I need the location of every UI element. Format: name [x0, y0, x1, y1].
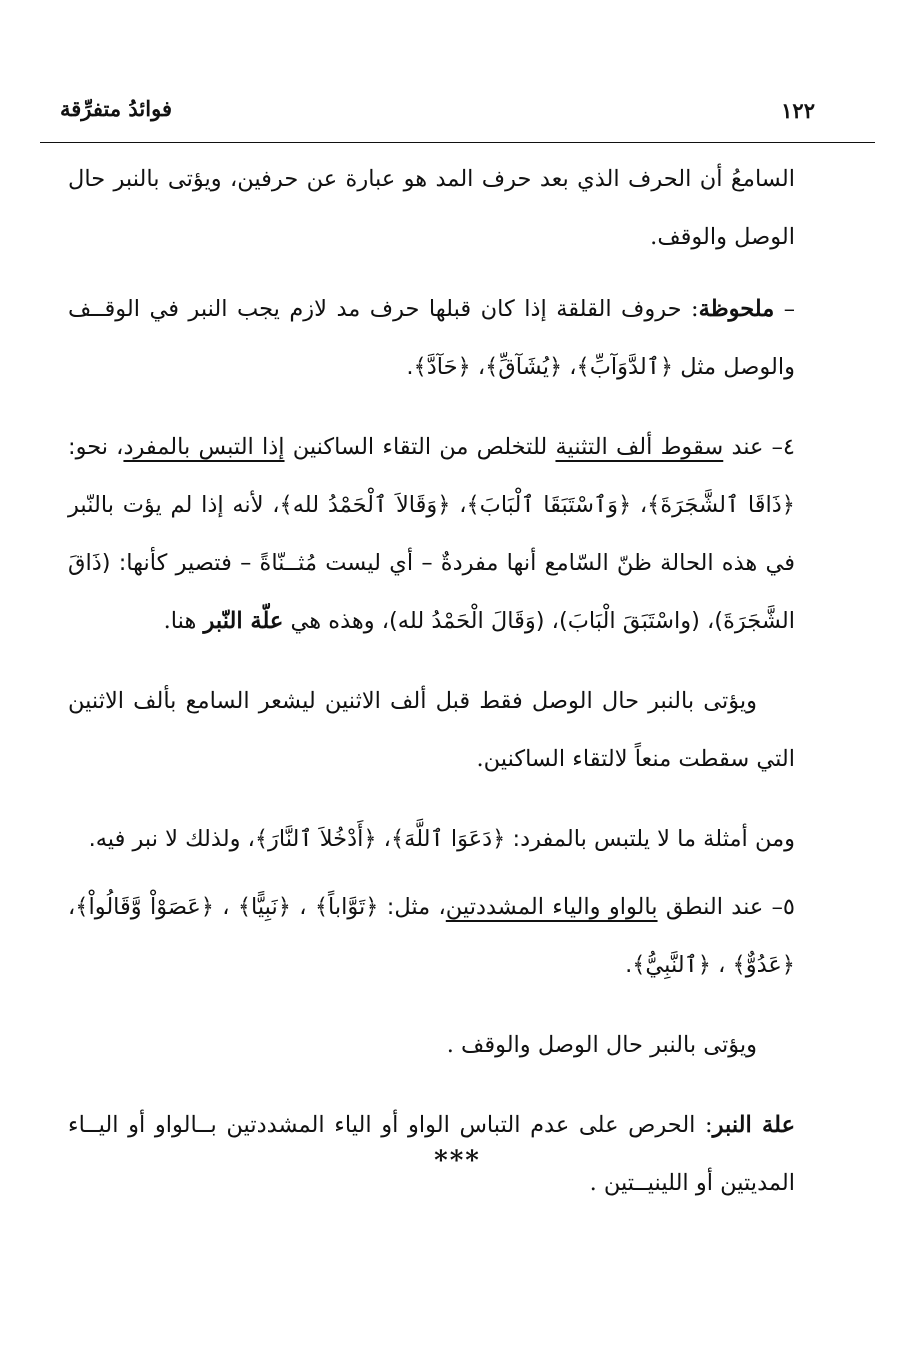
item-text-part: هنا. — [163, 608, 204, 634]
reason-label: علة النبر — [712, 1112, 795, 1138]
body-text — [68, 150, 795, 1234]
item-text-part: عند — [723, 434, 764, 460]
bold-term: علّة النّبر — [203, 608, 284, 634]
item-text-part: للتخلص من التقاء الساكنين — [284, 434, 556, 460]
note-dash: – — [774, 296, 795, 322]
item-number: ٥– — [763, 894, 795, 920]
list-item-5 — [68, 878, 795, 994]
reason-text: : الحرص على عدم التباس الواو أو الياء المشددتين بــالواو أو اليــاء المديتين أو اللينيــتين . — [68, 1112, 795, 1196]
paragraph-continuation — [68, 150, 795, 266]
paragraph-text: ويؤتى بالنبر حال الوصل فقط قبل ألف الاثنين ليشعر السامع بألف الاثنين التي سقطت منعاً لالتقاء الساكنين. — [68, 688, 795, 772]
paragraph-text: ومن أمثلة ما لا يلتبس بالمفرد: ﴿دَعَوَا ٱللَّهَ﴾، ﴿أَدْخُلاَ ٱلنَّارَ﴾، ولذلك لا نبر فيه. — [88, 826, 795, 852]
note-paragraph — [68, 280, 795, 396]
underlined-phrase: إذا التبس بالمفرد — [123, 434, 285, 460]
underlined-phrase: سقوط ألف التثنية — [555, 434, 724, 460]
note-colon: : — [681, 296, 699, 322]
page-header — [40, 92, 875, 144]
paragraph-text: السامعُ أن الحرف الذي بعد حرف المد هو عبارة عن حرفين، ويؤتى بالنبر حال الوصل والوقف. — [68, 166, 795, 250]
item-text-part: ، مثل: ﴿تَوَّاباً﴾ ، ﴿نَبِيًّا﴾ ، ﴿عَصَوْاْ وَّقَالُواْ﴾، ﴿عَدُوٌّ﴾ ، ﴿ٱلنَّبِيُّ﴾. — [68, 894, 795, 978]
paragraph-both — [68, 1016, 795, 1074]
list-item-4 — [68, 418, 795, 650]
item-number: ٤– — [763, 434, 796, 460]
page-number: ١٢٢ — [781, 98, 815, 123]
header-divider — [40, 142, 875, 143]
paragraph-text: ويؤتى بالنبر حال الوصل والوقف . — [446, 1032, 757, 1058]
paragraph-examples — [68, 810, 795, 868]
note-label: ملحوظة — [698, 296, 775, 322]
note-text: حروف القلقة إذا كان قبلها حرف مد لازم يجب النبر في الوقــف والوصل مثل ﴿ٱلدَّوَآبِّ﴾، ﴿يُشَآقِّ﴾، ﴿حَآدَّ﴾. — [68, 296, 795, 380]
item-text-part: عند النطق — [657, 894, 764, 920]
running-title: فوائدُ متفرِّقة — [60, 96, 172, 121]
section-separator: *** — [434, 1146, 481, 1176]
item-text-part: ، نحو: ﴿ذَاقَا ٱلشَّجَرَةَ﴾، ﴿وَٱسْتَبَقَا ٱلْبَابَ﴾، ﴿وَقَالاَ ٱلْحَمْدُ لله﴾، لأنه إذا لم يؤت بالنّبر في هذه الحالة ظنّ السّامع أنها مفردةٌ – أي ليست مُثــنّاةً – فتصير كأنها: (ذَاقَ الشَّجَرَةَ)، (واسْتَبَقَ الْبَابَ)، (وَقَالَ الْحَمْدُ لله)، وهذه هي — [68, 434, 795, 634]
underlined-phrase: بالواو والياء المشددتين — [445, 894, 658, 920]
paragraph-alef — [68, 672, 795, 788]
